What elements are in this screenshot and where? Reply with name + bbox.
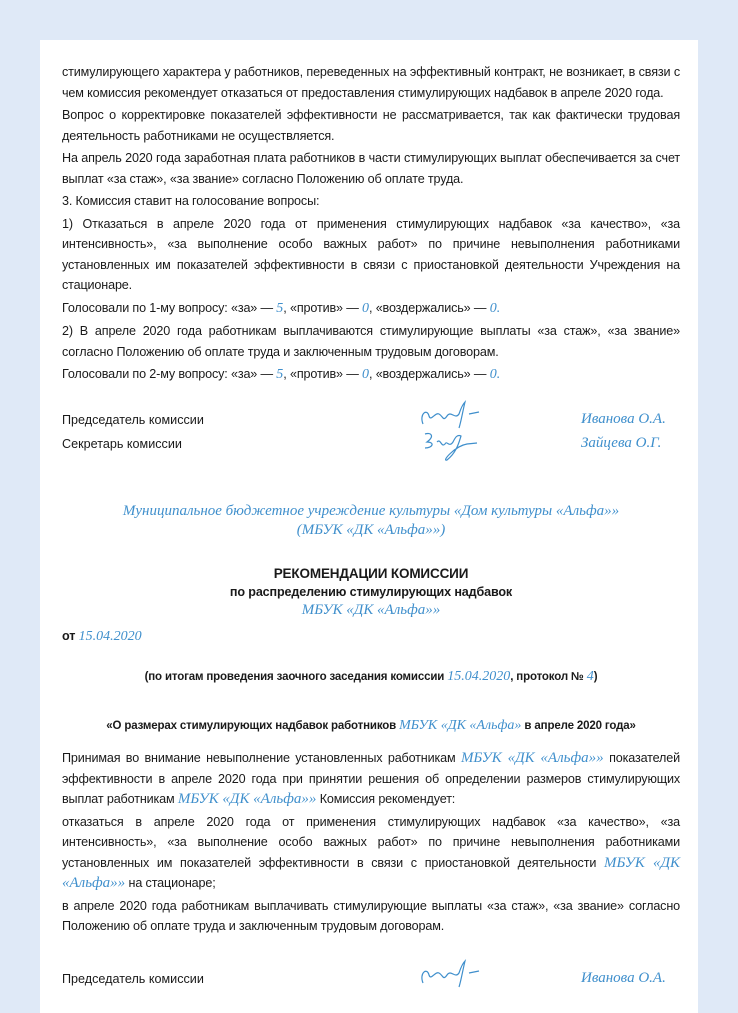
paragraph: стимулирующего характера у работников, переведенных на эффективный контракт, не возникает, в связи с чем комиссия рекомендует отказаться от предоставления стимулирующих надбавок в апреле 2020 года. <box>62 65 680 100</box>
org-name: МБУК «ДК «Альфа»» <box>177 791 317 807</box>
vote-label: Голосовали по 2-му вопросу: «за» — <box>62 367 277 381</box>
vote-1 <box>62 298 680 320</box>
org-name: МБУК «ДК «Альфа»» <box>460 750 604 766</box>
org-name: МБУК «ДК «Альфа»» <box>62 854 680 891</box>
recommendation-paragraph <box>62 748 680 810</box>
subject-text: «О размерах стимулирующих надбавок работников <box>106 719 400 732</box>
signatory-name: Иванова О.А. <box>581 410 666 427</box>
vote-label: Голосовали по 1-му вопросу: «за» — <box>62 300 277 315</box>
organization-abbreviation: (МБУК «ДК «Альфа»») <box>296 521 446 538</box>
vote-for: 5 <box>276 367 284 382</box>
signature-row-chair <box>62 969 680 993</box>
text: на стационаре; <box>125 876 216 890</box>
signature-row-chair <box>62 410 680 434</box>
document-date <box>62 626 680 648</box>
organization-name <box>62 502 680 540</box>
signatory-name: Иванова О.А. <box>581 969 666 986</box>
text: Принимая во внимание невыполнение установленных работникам <box>62 751 461 765</box>
signature-role: Секретарь комиссии <box>62 436 182 451</box>
handwritten-signature-icon <box>417 400 487 430</box>
document-org: МБУК «ДК «Альфа»» <box>301 601 441 618</box>
vote-label: , «воздержались» — <box>369 367 490 381</box>
basis-text: , протокол № <box>510 671 587 683</box>
section-heading: 3. Комиссия ставит на голосование вопросы: <box>62 194 320 208</box>
vote-label: , «против» — <box>283 300 362 315</box>
vote-label: , «воздержались» — <box>369 300 490 315</box>
handwritten-signature-icon <box>417 430 487 464</box>
basis-date: 15.04.2020 <box>447 669 511 684</box>
basis-note <box>62 667 680 688</box>
document-subtitle: по распределению стимулирующих надбавок <box>229 584 513 599</box>
paragraph: На апрель 2020 года заработная плата работников в части стимулирующих выплат обеспечивается за счет выплат «за стаж», «за звание» согласно Положению об оплате труда. <box>62 151 680 186</box>
basis-text: ) <box>593 671 598 683</box>
vote-2 <box>62 364 680 386</box>
vote-label: , «против» — <box>283 367 362 381</box>
signature-role: Председатель комиссии <box>62 412 204 427</box>
document-page <box>40 40 698 1013</box>
organization-full-name: Муниципальное бюджетное учреждение культуры «Дом культуры «Альфа»» <box>122 502 620 519</box>
basis-text: (по итогам проведения заочного заседания комиссии <box>144 671 448 683</box>
signatory-name: Зайцева О.Г. <box>581 434 662 451</box>
signature-role: Председатель комиссии <box>62 971 204 986</box>
recommendation-paragraph <box>62 812 680 894</box>
subject-line <box>62 716 680 737</box>
question-2: 2) В апреле 2020 года работникам выплачиваются стимулирующие выплаты «за стаж», «за звание» согласно Положению об оплате труда и заключенным трудовым договорам. <box>62 324 680 359</box>
date-value: 15.04.2020 <box>78 628 142 644</box>
text: Комиссия рекомендует: <box>316 792 456 806</box>
paragraph: Вопрос о корректировке показателей эффективности не рассматривается, так как фактически трудовая деятельность работниками не осуществляется. <box>62 108 680 143</box>
subject-text: в апреле 2020 года» <box>521 719 636 732</box>
document-title: РЕКОМЕНДАЦИИ КОМИССИИ <box>273 565 469 581</box>
date-label: от <box>62 628 79 643</box>
vote-for: 5 <box>276 300 284 316</box>
vote-against: 0 <box>362 367 369 382</box>
text: отказаться в апреле 2020 года от применения стимулирующих надбавок «за качество», «за интенсивность», «за выполнение особо важных работ» по причине невыполнения работниками установленных им показателей эффективности в связи с приостановкой деятельности <box>62 814 680 870</box>
vote-abstain: 0. <box>489 300 501 316</box>
vote-against: 0 <box>362 300 369 316</box>
signature-row-secretary <box>62 434 680 458</box>
protocol-number: 4 <box>586 669 594 684</box>
text: показателей эффективности в апреле 2020 года при принятии решения об определении размеров стимулирующих выплат работникам <box>62 751 680 806</box>
recommendation-paragraph: в апреле 2020 года работникам выплачивать стимулирующие выплаты «за стаж», «за звание» согласно Положению об оплате труда и заключенным трудовым договорам. <box>62 898 680 933</box>
question-1: 1) Отказаться в апреле 2020 года от применения стимулирующих надбавок «за качество», «за интенсивность», «за выполнение особо важных работ» по причине невыполнения работниками установленных им показателей эффективности в связи с приостановкой деятельности Учреждения на стационаре. <box>62 216 680 292</box>
handwritten-signature-icon <box>417 959 487 989</box>
subject-org: МБУК «ДК «Альфа» <box>399 717 522 733</box>
vote-abstain: 0. <box>489 367 501 382</box>
